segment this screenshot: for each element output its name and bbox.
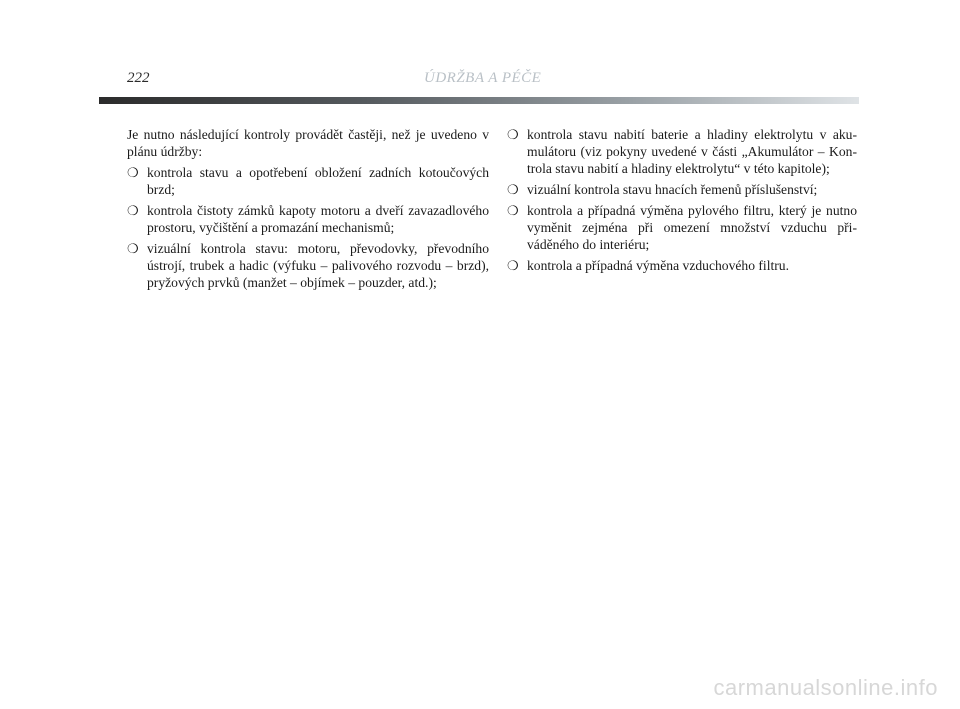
list-item: [127, 240, 489, 291]
list-item-text: kontrola a případná výměna pylového filtru, který je nutno vyměnit zejména při omezení množství vzduchu přiváděného do interiéru;: [527, 203, 857, 252]
bullet-circle-icon: ❍: [127, 241, 139, 256]
list-item-text: kontrola stavu a opotřebení obložení zadních kotoučových brzd;: [147, 165, 489, 197]
bullet-circle-icon: ❍: [507, 127, 519, 142]
list-item-text: vizuální kontrola stavu: motoru, převodovky, převodního ústrojí, trubek a hadic (výfuku – palivového rozvodu – brzd), pryžových prvků (manžet – objímek – pouzder, atd.);: [147, 241, 489, 290]
list-item-text: kontrola a případná výměna vzduchového filtru.: [527, 258, 789, 273]
list-item: [507, 126, 857, 177]
list-item-text: kontrola stavu nabití baterie a hladiny elektrolytu v akumulátoru (viz pokyny uvedené v části „Akumulátor – Kontrola stavu nabití a hladiny elektrolytu“ v této kapitole);: [527, 127, 857, 176]
header-rule: [99, 97, 859, 104]
bullet-circle-icon: ❍: [127, 203, 139, 218]
right-bullet-list: [507, 126, 857, 274]
list-item: [127, 164, 489, 198]
left-bullet-list: [127, 164, 489, 291]
bullet-circle-icon: ❍: [127, 165, 139, 180]
list-item-text: kontrola čistoty zámků kapoty motoru a dveří zavazadlového prostoru, vyčištění a promazání mechanismů;: [147, 203, 489, 235]
section-title: ÚDRŽBA A PÉČE: [424, 70, 542, 86]
list-item: [127, 202, 489, 236]
list-item: [507, 181, 857, 198]
intro-paragraph: Je nutno následující kontroly provádět častěji, než je uvedeno v plánu údržby:: [127, 127, 489, 159]
page-number: 222: [127, 70, 150, 86]
watermark: carmanualsonline.info: [713, 675, 938, 700]
bullet-circle-icon: ❍: [507, 203, 519, 218]
right-column: [507, 126, 857, 278]
list-item: [507, 257, 857, 274]
bullet-circle-icon: ❍: [507, 182, 519, 197]
bullet-circle-icon: ❍: [507, 258, 519, 273]
list-item-text: vizuální kontrola stavu hnacích řemenů příslušenství;: [527, 182, 818, 197]
left-column: [127, 126, 489, 295]
list-item: [507, 202, 857, 253]
